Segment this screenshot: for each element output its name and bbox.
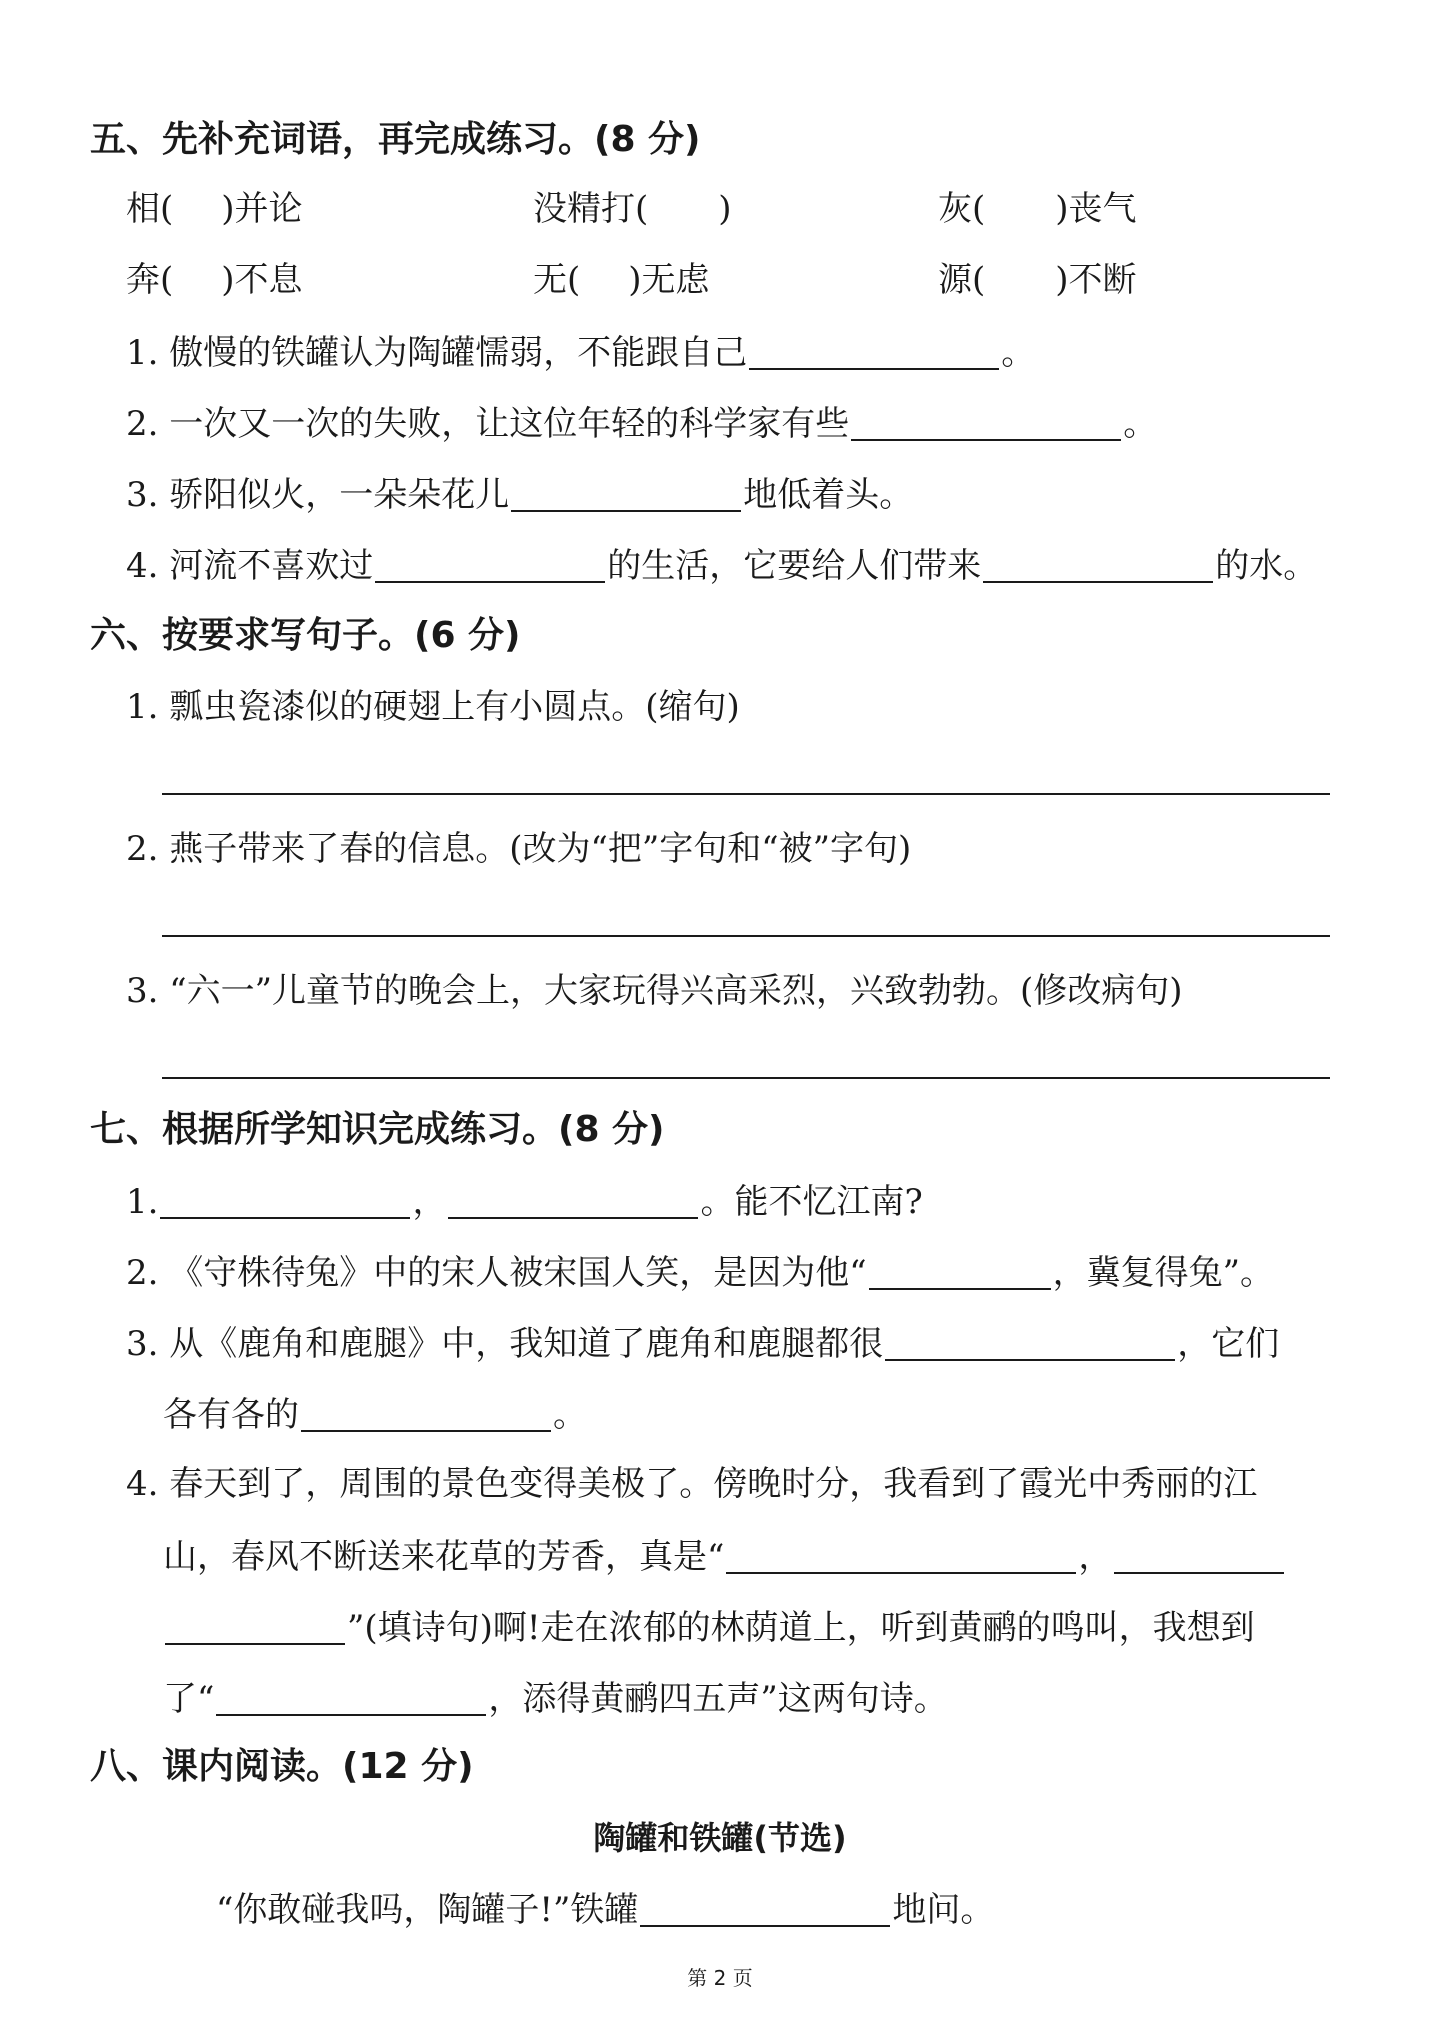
word-pre: 奔(	[126, 260, 174, 300]
answer-blank[interactable]	[160, 1183, 410, 1219]
section6-heading: 六、按要求写句子。(6 分)	[90, 615, 521, 656]
answer-blank[interactable]	[511, 476, 741, 512]
answer-line[interactable]	[162, 793, 1330, 795]
word-post: )并论	[221, 189, 303, 229]
answer-blank[interactable]	[726, 1538, 1076, 1574]
section5-question-2: 2. 一次又一次的失败，让这位年轻的科学家有些 。	[126, 404, 1158, 444]
word-post: )丧气	[1055, 189, 1137, 229]
word-pre: 无(	[533, 260, 581, 300]
section8-heading: 八、课内阅读。(12 分)	[90, 1746, 474, 1787]
section5-question-1: 1. 傲慢的铁罐认为陶罐懦弱，不能跟自己 。	[126, 333, 1036, 373]
section6-question-3: 3. “六一”儿童节的晚会上，大家玩得兴高采烈，兴致勃勃。(修改病句)	[126, 971, 1183, 1011]
word-post: )无虑	[628, 260, 710, 300]
word-pre: 没精打(	[533, 189, 649, 229]
answer-blank[interactable]	[216, 1680, 486, 1716]
word-pre: 相(	[126, 189, 174, 229]
section7-question-4-line4: 了“ ，添得黄鹂四五声”这两句诗。	[163, 1679, 948, 1719]
word-blank-2	[533, 189, 732, 229]
section6-question-1: 1. 瓢虫瓷漆似的硬翅上有小圆点。(缩句)	[126, 687, 740, 727]
word-blank-4	[126, 260, 303, 300]
passage-title: 陶罐和铁罐(节选)	[593, 1819, 847, 1857]
answer-blank[interactable]	[375, 547, 605, 583]
section5-question-3: 3. 骄阳似火，一朵朵花儿 地低着头。	[126, 475, 914, 515]
answer-blank[interactable]	[885, 1325, 1175, 1361]
answer-blank[interactable]	[301, 1396, 551, 1432]
answer-line[interactable]	[162, 1077, 1330, 1079]
word-post: )不息	[221, 260, 303, 300]
answer-blank[interactable]	[165, 1609, 345, 1645]
passage-line-1: “你敢碰我吗，陶罐子!”铁罐 地问。	[216, 1890, 995, 1930]
answer-blank[interactable]	[983, 547, 1213, 583]
answer-blank[interactable]	[640, 1891, 890, 1927]
word-blank-6	[938, 260, 1137, 300]
section7-question-2: 2. 《守株待兔》中的宋人被宋国人笑，是因为他“ ，冀复得兔”。	[126, 1253, 1275, 1293]
section7-question-4: 4. 春天到了，周围的景色变得美极了。傍晚时分，我看到了霞光中秀丽的江	[126, 1464, 1258, 1504]
answer-blank[interactable]	[869, 1254, 1051, 1290]
section7-question-4-line3: ”(填诗句)啊!走在浓郁的林荫道上，听到黄鹂的鸣叫，我想到	[163, 1609, 1255, 1645]
section7-question-3: 3. 从《鹿角和鹿腿》中，我知道了鹿角和鹿腿都很 ，它们	[126, 1324, 1280, 1364]
answer-blank[interactable]	[448, 1183, 698, 1219]
word-blank-5	[533, 260, 710, 300]
answer-line[interactable]	[162, 935, 1330, 937]
section7-question-3-cont: 各有各的 。	[163, 1395, 587, 1435]
word-blank-1	[126, 189, 303, 229]
section5-question-4: 4. 河流不喜欢过 的生活，它要给人们带来 的水。	[126, 546, 1318, 586]
word-pre: 源(	[938, 260, 986, 300]
page-number: 第 2 页	[687, 1966, 753, 1990]
section7-heading: 七、根据所学知识完成练习。(8 分)	[90, 1109, 665, 1150]
word-pre: 灰(	[938, 189, 986, 229]
section7-question-4-line2: 山，春风不断送来花草的芳香，真是“ ，	[163, 1538, 1286, 1574]
answer-blank[interactable]	[851, 405, 1121, 441]
section7-question-1: 1. ， 。能不忆江南?	[126, 1182, 923, 1222]
section5-heading: 五、先补充词语，再完成练习。(8 分)	[90, 119, 701, 160]
word-post: )	[718, 189, 732, 229]
section6-question-2: 2. 燕子带来了春的信息。(改为“把”字句和“被”字句)	[126, 829, 912, 869]
answer-blank[interactable]	[749, 334, 999, 370]
word-blank-3	[938, 189, 1137, 229]
answer-blank[interactable]	[1114, 1538, 1284, 1574]
word-post: )不断	[1055, 260, 1137, 300]
